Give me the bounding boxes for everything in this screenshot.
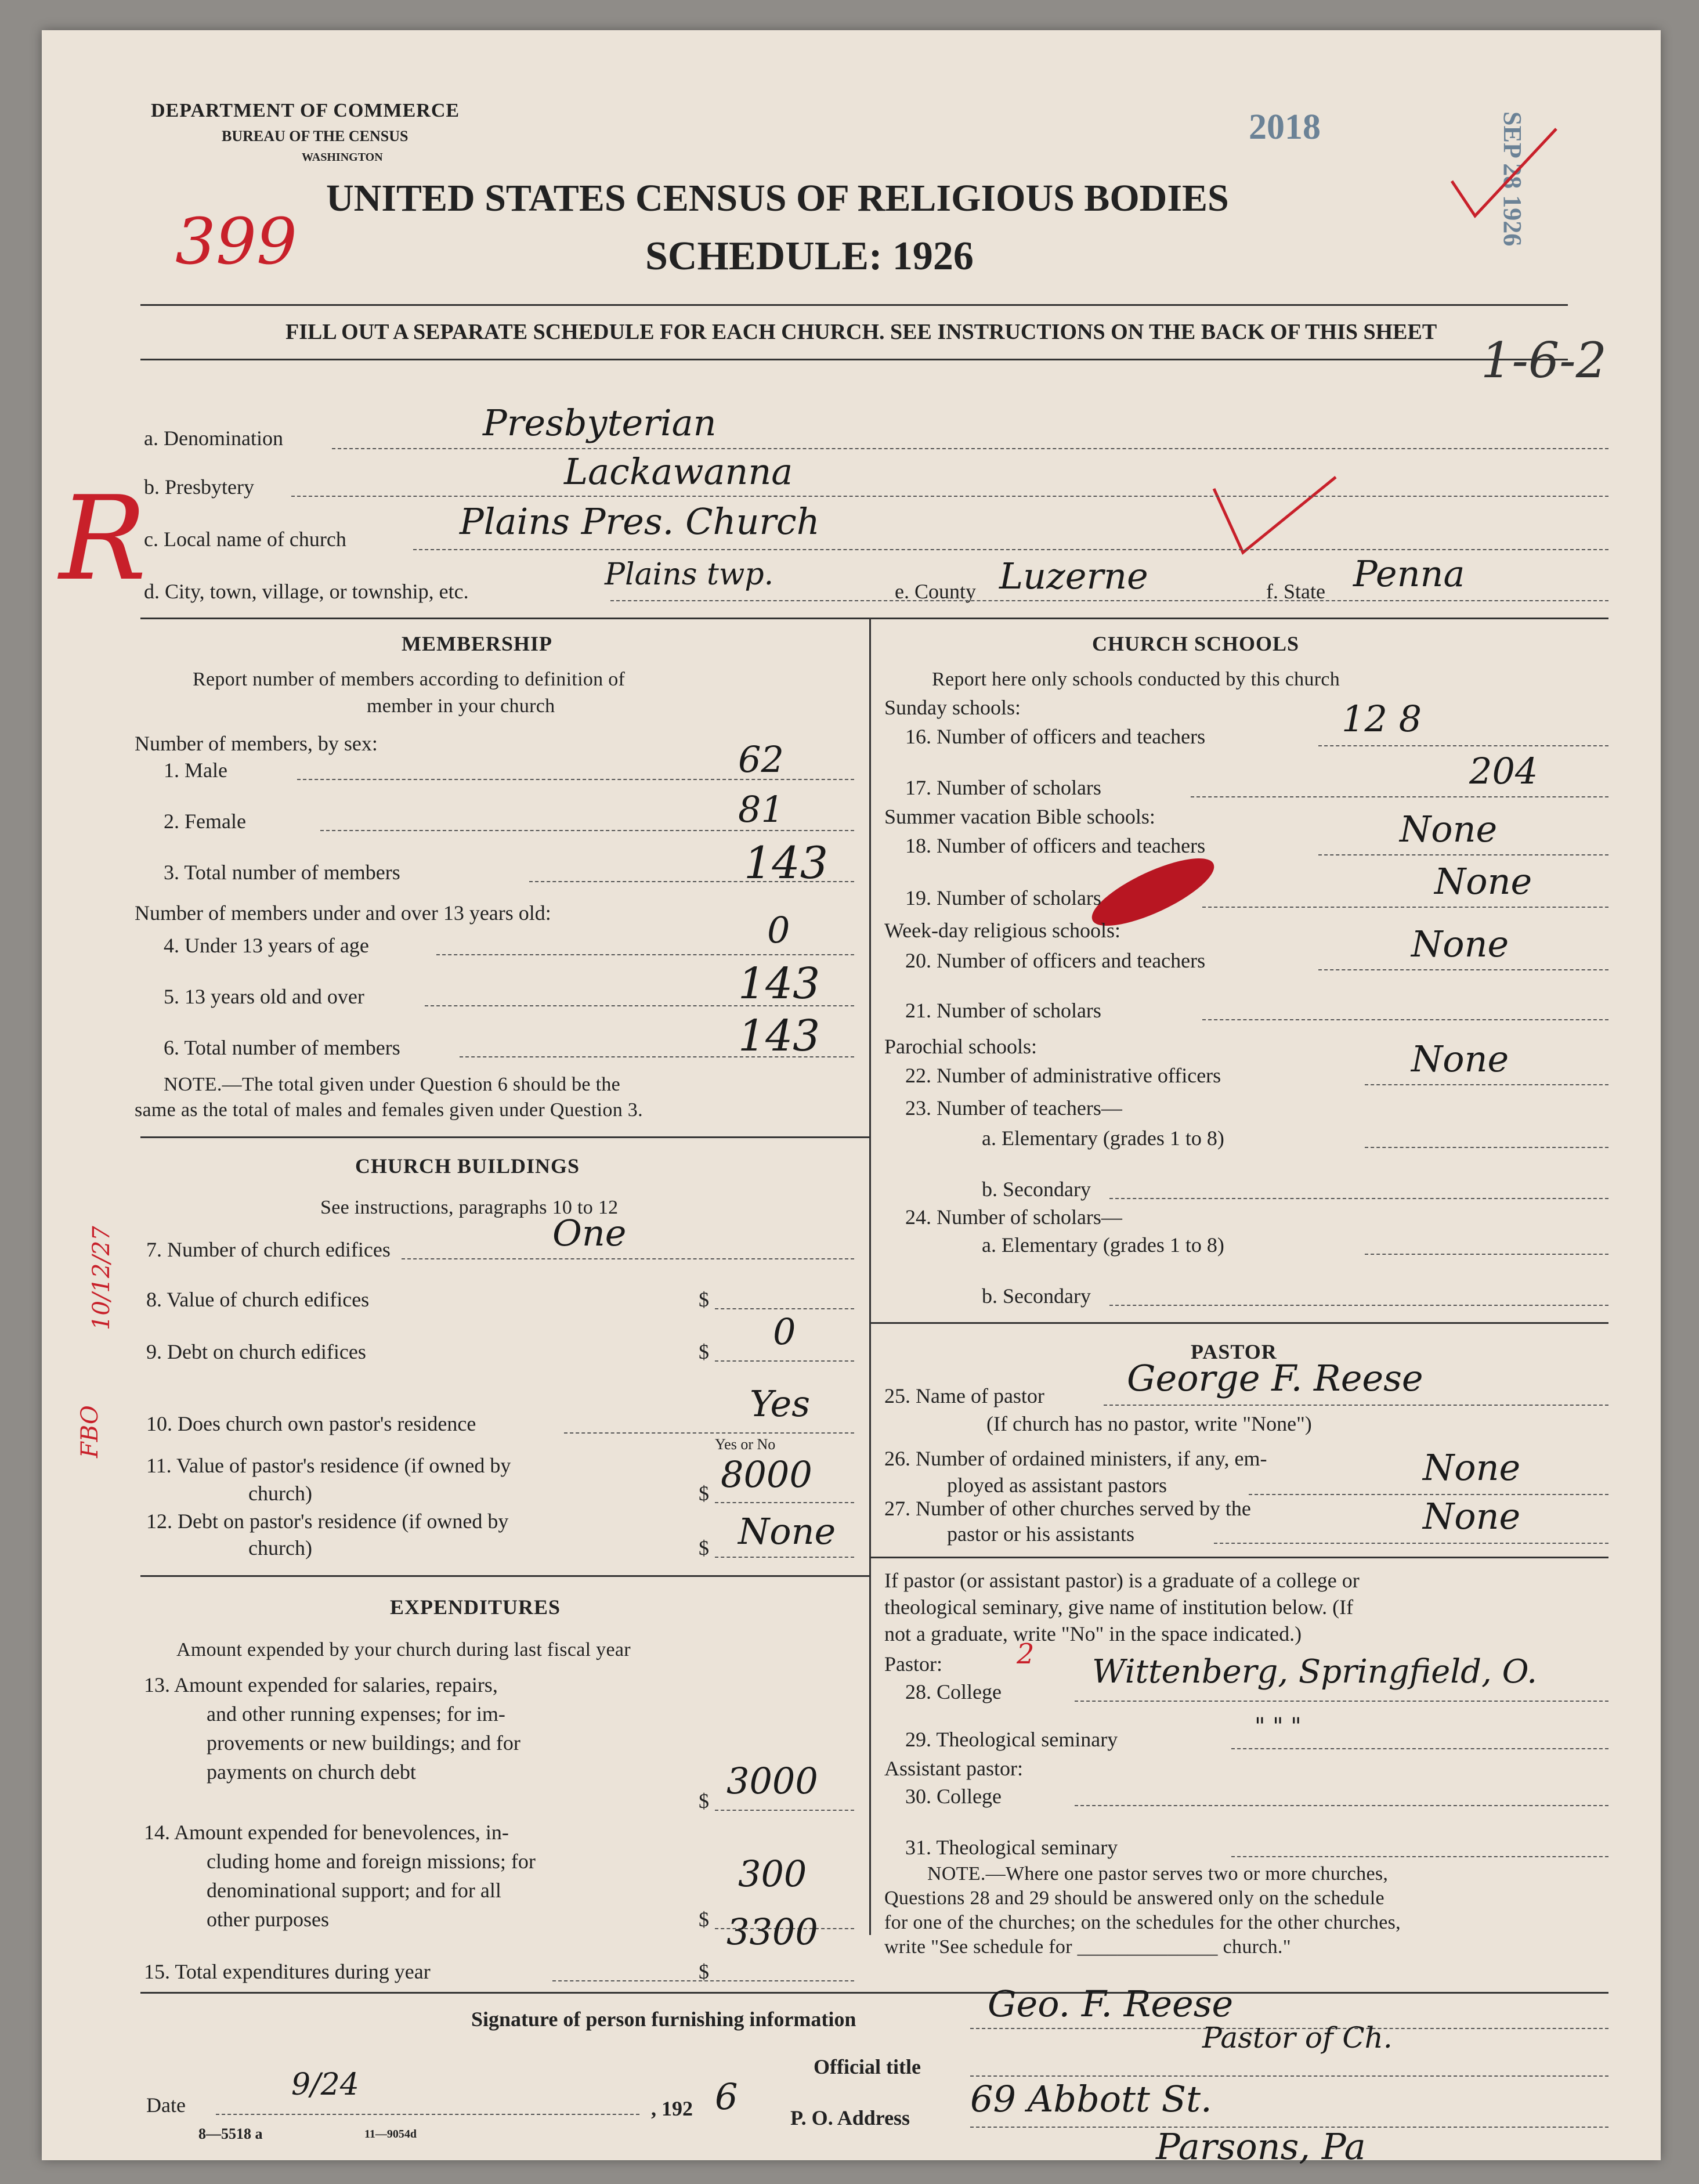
church-buildings-heading: CHURCH BUILDINGS [355,1154,580,1178]
q5-line [425,1005,854,1006]
q6-value[interactable]: 143 [738,1011,820,1061]
q21-line [1202,1019,1608,1020]
print-number: 11—9054d [364,2128,417,2140]
weekday-schools-label: Week-day religious schools: [884,919,1121,942]
official-title-value[interactable]: Pastor of Ch. [1202,2021,1393,2055]
handwritten-number-399: 399 [175,204,297,279]
q23b-line [1109,1198,1608,1199]
q18-line [1318,854,1608,855]
q14-label-4: other purposes [207,1908,329,1931]
sunday-schools-label: Sunday schools: [884,696,1021,719]
q27-label-2: pastor or his assistants [947,1522,1134,1546]
q14-value[interactable]: 300 [738,1853,807,1895]
presbytery-label: b. Presbytery [144,475,254,499]
q5-value[interactable]: 143 [738,959,820,1009]
q24a-line [1365,1254,1608,1255]
buildings-bottom-rule [140,1575,869,1577]
pastor-annotation: 2 [1017,1638,1035,1670]
assistant-pastor-label: Assistant pastor: [884,1757,1023,1780]
denomination-label: a. Denomination [144,427,283,450]
q21-label: 21. Number of scholars [905,999,1101,1022]
q28-label: 28. College [905,1680,1002,1703]
columns-top-rule [140,618,1608,619]
q10-line [564,1432,854,1434]
q31-label: 31. Theological seminary [905,1836,1118,1859]
q15-dollar: $ [699,1960,709,1983]
q26-label-2: ployed as assistant pastors [947,1474,1167,1497]
q5-label: 5. 13 years old and over [164,985,364,1008]
membership-intro-line-1: Report number of members according to definition of [193,669,626,690]
date-label: Date [146,2093,186,2117]
q15-label: 15. Total expenditures during year [144,1960,431,1983]
q14-label-2: cluding home and foreign missions; for [207,1850,536,1873]
washington-label: WASHINGTON [302,151,383,164]
q1-value[interactable]: 62 [738,738,784,781]
date-value[interactable]: 9/24 [291,2067,359,2102]
local-name-label: c. Local name of church [144,528,346,551]
q19-value[interactable]: None [1434,860,1532,903]
po-address-line-1[interactable]: 69 Abbott St. [970,2078,1212,2120]
members-by-sex-label: Number of members, by sex: [135,732,378,755]
q3-value[interactable]: 143 [744,837,829,889]
q12-label: 12. Debt on pastor's residence (if owned by [146,1510,509,1533]
q14-dollar: $ [699,1908,709,1931]
q2-value[interactable]: 81 [738,788,784,831]
graduate-text-2: theological seminary, give name of institution below. (If [884,1595,1354,1619]
q3-line [529,881,854,882]
q25-hint: (If church has no pastor, write "None") [986,1412,1312,1435]
q1-line [297,779,854,780]
expenditures-heading: EXPENDITURES [390,1595,561,1619]
year-value[interactable]: 6 [715,2075,738,2118]
q13-value[interactable]: 3000 [726,1760,818,1802]
graduate-text-1: If pastor (or assistant pastor) is a graduate of a college or [884,1569,1360,1592]
denomination-field-line [332,448,1608,449]
form-subtitle: SCHEDULE: 1926 [645,234,974,279]
q9-line [715,1360,854,1362]
q23-label: 23. Number of teachers— [905,1096,1122,1120]
signature-value[interactable]: Geo. F. Reese [988,1983,1234,2025]
q18-value[interactable]: None [1400,808,1498,850]
q13-line [715,1810,854,1811]
q13-label-2: and other running expenses; for im- [207,1702,505,1725]
q18-label: 18. Number of officers and teachers [905,834,1206,857]
q30-line [1075,1805,1608,1806]
q12-value[interactable]: None [738,1510,836,1553]
q4-line [436,954,854,955]
q13-label-4: payments on church debt [207,1760,416,1784]
q17-value[interactable]: 204 [1469,750,1538,792]
q20-line [1318,969,1608,970]
q16-label: 16. Number of officers and teachers [905,725,1206,748]
city-label: d. City, town, village, or township, etc. [144,580,469,603]
q20-value[interactable]: None [1411,923,1509,965]
membership-heading: MEMBERSHIP [402,632,553,655]
q19-line [1202,907,1608,908]
pastor-heading: PASTOR [1191,1340,1277,1363]
q12-label-cont: church) [248,1536,312,1560]
q1-label: 1. Male [164,759,227,782]
state-label: f. State [1266,580,1325,603]
q7-line [402,1258,854,1259]
q29-label: 29. Theological seminary [905,1728,1118,1751]
form-number: 8—5518 a [198,2125,263,2142]
department-label: DEPARTMENT OF COMMERCE [151,100,460,121]
q22-line [1365,1084,1608,1085]
q24a-label: a. Elementary (grades 1 to 8) [982,1233,1224,1257]
county-label: e. County [895,580,976,603]
instruction-banner: FILL OUT A SEPARATE SCHEDULE FOR EACH CHURCH. SEE INSTRUCTIONS ON THE BACK OF THIS SHEET [285,320,1437,344]
q25-value[interactable]: George F. Reese [1127,1357,1423,1399]
denomination-value[interactable]: Presbyterian [483,402,717,444]
po-address-line-2[interactable]: Parsons, Pa [1156,2125,1366,2168]
q15-line [552,1980,854,1981]
q29-value[interactable]: " " " [1255,1713,1302,1740]
banner-bottom-rule [140,359,1568,360]
q10-value[interactable]: Yes [750,1382,811,1425]
q14-label-3: denominational support; and for all [207,1879,501,1902]
official-title-line [970,2075,1608,2077]
q2-label: 2. Female [164,810,246,833]
city-field-line [610,600,1608,601]
official-title-label: Official title [814,2055,921,2078]
buildings-subheading: See instructions, paragraphs 10 to 12 [320,1197,619,1218]
q24-label: 24. Number of scholars— [905,1205,1122,1229]
q16-value[interactable]: 12 8 [1342,698,1422,740]
q24b-label: b. Secondary [982,1284,1091,1308]
q22-value[interactable]: None [1411,1038,1509,1080]
q11-label-cont: church) [248,1482,312,1505]
q19-label: 19. Number of scholars [905,886,1101,909]
handwritten-code: 1-6-2 [1481,332,1607,389]
schools-subheading: Report here only schools conducted by this church [932,669,1340,690]
local-name-value[interactable]: Plains Pres. Church [460,500,820,543]
q6-label: 6. Total number of members [164,1036,400,1059]
q11-label: 11. Value of pastor's residence (if owned by [146,1454,511,1477]
pastor-note-3: for one of the churches; on the schedules for the other churches, [884,1912,1401,1933]
pastor-note-4: write "See schedule for ______________ church." [884,1936,1291,1958]
q7-label: 7. Number of church edifices [146,1238,391,1261]
q23a-label: a. Elementary (grades 1 to 8) [982,1127,1224,1150]
q25-label: 25. Name of pastor [884,1384,1044,1407]
q31-line [1231,1856,1608,1857]
handwritten-date-side: 10/12/27 [88,1226,115,1330]
q12-dollar: $ [699,1536,709,1560]
q17-label: 17. Number of scholars [905,776,1101,799]
pastor-sub-label: Pastor: [884,1652,943,1676]
q23a-line [1365,1147,1608,1148]
membership-note-line-2: same as the total of males and females given under Question 3. [135,1099,643,1121]
q27-value[interactable]: None [1423,1495,1521,1537]
presbytery-value[interactable]: Lackawanna [564,450,793,493]
q16-line [1318,745,1608,746]
expenditures-subheading: Amount expended by your church during last fiscal year [176,1639,631,1660]
handwritten-letter-r: R [59,471,147,607]
form-title: UNITED STATES CENSUS OF RELIGIOUS BODIES [326,177,1229,219]
q10-label: 10. Does church own pastor's residence [146,1412,476,1435]
q28-line [1075,1701,1608,1702]
stamp-number: 2018 [1249,107,1321,147]
q13-dollar: $ [699,1789,709,1813]
schools-bottom-rule [869,1322,1608,1324]
pastor-note-2: Questions 28 and 29 should be answered only on the schedule [884,1887,1384,1909]
q24b-line [1109,1305,1608,1306]
q27-label-1: 27. Number of other churches served by the [884,1497,1251,1520]
city-value[interactable]: Plains twp. [605,557,774,592]
year-label: , 192 [651,2097,693,2120]
column-divider [869,618,871,1935]
state-value[interactable]: Penna [1353,553,1465,595]
q9-label: 9. Debt on church edifices [146,1340,366,1363]
date-line [216,2114,639,2115]
po-address-label: P. O. Address [790,2106,910,2129]
columns-bottom-rule [140,1992,1608,1994]
q4-value[interactable]: 0 [767,909,790,951]
q17-line [1191,796,1608,797]
members-by-age-label: Number of members under and over 13 years old: [135,901,551,925]
q4-label: 4. Under 13 years of age [164,934,369,957]
date-stamp: SEP 28 1926 [1498,111,1527,247]
q8-dollar: $ [699,1288,709,1311]
membership-note-line-1: NOTE.—The total given under Question 6 should be the [164,1074,621,1095]
pastor-rule [869,1557,1608,1558]
q3-label: 3. Total number of members [164,861,400,884]
local-name-field-line [413,549,1608,550]
graduate-text-3: not a graduate, write "No" in the space indicated.) [884,1622,1302,1645]
q11-line [715,1502,854,1503]
handwritten-initials: FBO [77,1405,103,1458]
bureau-label: BUREAU OF THE CENSUS [222,128,409,145]
county-value[interactable]: Luzerne [999,555,1148,597]
q26-value[interactable]: None [1423,1446,1521,1489]
check-mark-top [1446,123,1562,228]
q6-line [460,1056,854,1057]
q20-label: 20. Number of officers and teachers [905,949,1206,972]
q22-label: 22. Number of administrative officers [905,1064,1221,1087]
q11-value[interactable]: 8000 [721,1453,812,1496]
q30-label: 30. College [905,1785,1002,1808]
membership-intro-line-2: member in your church [367,695,555,717]
q28-value[interactable]: Wittenberg, Springfield, O. [1092,1653,1537,1691]
census-schedule-page [42,30,1661,2168]
q11-dollar: $ [699,1482,709,1505]
parochial-schools-label: Parochial schools: [884,1035,1037,1058]
q26-label-1: 26. Number of ordained ministers, if any, em- [884,1447,1267,1470]
q8-line [715,1308,854,1309]
presbytery-field-line [291,496,1608,497]
q8-label: 8. Value of church edifices [146,1288,370,1311]
q10-yes-no-hint: Yes or No [715,1436,776,1453]
pastor-note-1: NOTE.—Where one pastor serves two or more churches, [927,1863,1389,1885]
q13-label-1: 13. Amount expended for salaries, repairs, [144,1673,498,1696]
q14-label-1: 14. Amount expended for benevolences, in- [144,1821,509,1844]
q15-value[interactable]: 3300 [726,1911,818,1953]
signature-label: Signature of person furnishing information [471,2008,856,2031]
q12-line [715,1557,854,1558]
q23b-label: b. Secondary [982,1178,1091,1201]
q25-line [1104,1405,1608,1406]
vacation-schools-label: Summer vacation Bible schools: [884,805,1155,828]
q7-value[interactable]: One [552,1212,627,1254]
q9-value[interactable]: 0 [773,1311,796,1353]
q9-dollar: $ [699,1340,709,1363]
q13-label-3: provements or new buildings; and for [207,1731,520,1755]
banner-top-rule [140,304,1568,306]
membership-bottom-rule [140,1136,869,1138]
check-mark-denomination [1202,471,1342,564]
q27-line [1214,1543,1608,1544]
church-schools-heading: CHURCH SCHOOLS [1092,632,1300,655]
q29-line [1231,1748,1608,1749]
q2-line [320,830,854,831]
